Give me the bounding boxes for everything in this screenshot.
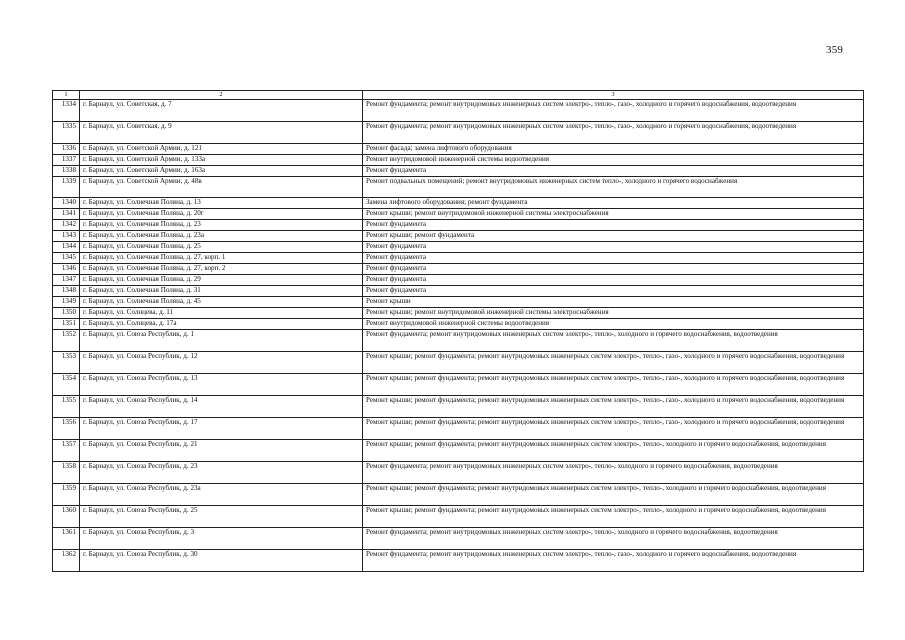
row-address: г. Барнаул, ул. Солнечная Поляна, д. 27, корп. 1 <box>80 253 363 264</box>
table-row <box>53 528 864 550</box>
row-number: 1352 <box>53 330 80 352</box>
row-works: Ремонт крыши; ремонт внутридомовой инженерной системы электроснабжения <box>363 308 864 319</box>
table-body <box>53 100 864 572</box>
row-number: 1358 <box>53 462 80 484</box>
table-row <box>53 166 864 177</box>
row-works: Ремонт крыши; ремонт фундамента; ремонт внутридомовых инженерных систем электро-, тепло-, газо-, холодного и горячего водоснабжения, водоотведения <box>363 374 864 396</box>
row-address: г. Барнаул, ул. Солнечная Поляна, д. 20г <box>80 209 363 220</box>
row-works: Ремонт внутридомовой инженерной системы водоотведения <box>363 155 864 166</box>
row-works: Ремонт фундамента; ремонт внутридомовых инженерных систем электро-, тепло-, холодного и горячего водоснабжения, водоотведения <box>363 462 864 484</box>
row-works: Ремонт фундамента <box>363 264 864 275</box>
row-number: 1360 <box>53 506 80 528</box>
row-works: Ремонт фундамента; ремонт внутридомовых инженерных систем электро-, тепло-, газо-, холодного и горячего водоснабжения, водоотведения <box>363 550 864 572</box>
row-works: Ремонт крыши; ремонт фундамента; ремонт внутридомовых инженерных систем электро-, тепло-, холодного и горячего водоснабжения, водоотведения <box>363 506 864 528</box>
table-row <box>53 220 864 231</box>
row-number: 1348 <box>53 286 80 297</box>
row-works: Ремонт фундамента <box>363 242 864 253</box>
table-row <box>53 396 864 418</box>
row-number: 1359 <box>53 484 80 506</box>
row-number: 1337 <box>53 155 80 166</box>
row-address: г. Барнаул, ул. Союза Республик, д. 1 <box>80 330 363 352</box>
row-works: Ремонт крыши; ремонт фундамента; ремонт внутридомовых инженерных систем электро-, тепло-, холодного и горячего водоснабжения, водоотведения <box>363 440 864 462</box>
row-address: г. Барнаул, ул. Солнечная Поляна, д. 13 <box>80 198 363 209</box>
page-number: 359 <box>826 44 844 56</box>
column-header-works: 3 <box>363 91 864 100</box>
row-number: 1354 <box>53 374 80 396</box>
table-row <box>53 177 864 198</box>
table-row <box>53 440 864 462</box>
row-number: 1339 <box>53 177 80 198</box>
row-works: Замена лифтового оборудования; ремонт фундамента <box>363 198 864 209</box>
table-row <box>53 198 864 209</box>
row-number: 1349 <box>53 297 80 308</box>
row-works: Ремонт фундамента; ремонт внутридомовых инженерных систем электро-, тепло-, холодного и горячего водоснабжения, водоотведения <box>363 528 864 550</box>
row-works: Ремонт крыши; ремонт внутридомовой инженерной системы электроснабжения <box>363 209 864 220</box>
table-row <box>53 286 864 297</box>
row-works: Ремонт крыши; ремонт фундамента; ремонт внутридомовых инженерных систем электро-, тепло-, газо-, холодного и горячего водоснабжения, водоотведения <box>363 396 864 418</box>
row-works: Ремонт фундамента <box>363 253 864 264</box>
row-address: г. Барнаул, ул. Советская, д. 7 <box>80 100 363 122</box>
row-works: Ремонт крыши; ремонт фундамента; ремонт внутридомовых инженерных систем электро-, тепло-, холодного и горячего водоснабжения, водоотведения <box>363 484 864 506</box>
table-row <box>53 122 864 144</box>
row-address: г. Барнаул, ул. Солнцева, д. 17а <box>80 319 363 330</box>
row-number: 1351 <box>53 319 80 330</box>
row-address: г. Барнаул, ул. Союза Республик, д. 14 <box>80 396 363 418</box>
row-works: Ремонт внутридомовой инженерной системы водоотведения <box>363 319 864 330</box>
row-number: 1345 <box>53 253 80 264</box>
works-table <box>52 90 864 572</box>
row-number: 1343 <box>53 231 80 242</box>
table-header <box>53 91 864 100</box>
table-row <box>53 506 864 528</box>
row-number: 1350 <box>53 308 80 319</box>
table-row <box>53 242 864 253</box>
row-address: г. Барнаул, ул. Солнцева, д. 11 <box>80 308 363 319</box>
row-address: г. Барнаул, ул. Солнечная Поляна, д. 23а <box>80 231 363 242</box>
row-works: Ремонт фундамента; ремонт внутридомовых инженерных систем электро-, тепло-, газо-, холодного и горячего водоснабжения, водоотведения <box>363 122 864 144</box>
table-row <box>53 144 864 155</box>
row-number: 1341 <box>53 209 80 220</box>
row-address: г. Барнаул, ул. Союза Республик, д. 12 <box>80 352 363 374</box>
column-header-number: 1 <box>53 91 80 100</box>
row-works: Ремонт подвальных помещений; ремонт внутридомовых инженерных систем тепло-, холодного и горячего водоснабжения <box>363 177 864 198</box>
table-row <box>53 297 864 308</box>
row-address: г. Барнаул, ул. Союза Республик, д. 25 <box>80 506 363 528</box>
row-number: 1338 <box>53 166 80 177</box>
row-number: 1361 <box>53 528 80 550</box>
row-address: г. Барнаул, ул. Советская, д. 9 <box>80 122 363 144</box>
row-works: Ремонт фундамента <box>363 220 864 231</box>
row-number: 1336 <box>53 144 80 155</box>
row-works: Ремонт фундамента <box>363 286 864 297</box>
row-number: 1340 <box>53 198 80 209</box>
row-works: Ремонт крыши; ремонт фундамента <box>363 231 864 242</box>
row-address: г. Барнаул, ул. Советской Армии, д. 163а <box>80 166 363 177</box>
row-address: г. Барнаул, ул. Союза Республик, д. 13 <box>80 374 363 396</box>
table-row <box>53 319 864 330</box>
row-number: 1334 <box>53 100 80 122</box>
row-number: 1357 <box>53 440 80 462</box>
table-row <box>53 550 864 572</box>
row-number: 1344 <box>53 242 80 253</box>
row-number: 1335 <box>53 122 80 144</box>
column-header-address: 2 <box>80 91 363 100</box>
row-address: г. Барнаул, ул. Солнечная Поляна, д. 31 <box>80 286 363 297</box>
row-address: г. Барнаул, ул. Союза Республик, д. 30 <box>80 550 363 572</box>
row-number: 1353 <box>53 352 80 374</box>
table-row <box>53 352 864 374</box>
row-address: г. Барнаул, ул. Союза Республик, д. 21 <box>80 440 363 462</box>
row-address: г. Барнаул, ул. Союза Республик, д. 3 <box>80 528 363 550</box>
row-number: 1356 <box>53 418 80 440</box>
table-row <box>53 484 864 506</box>
row-address: г. Барнаул, ул. Солнечная Поляна, д. 25 <box>80 242 363 253</box>
row-works: Ремонт крыши; ремонт фундамента; ремонт внутридомовых инженерных систем электро-, тепло-, газо-, холодного и горячего водоснабжения, водоотведения <box>363 352 864 374</box>
table-row <box>53 374 864 396</box>
row-address: г. Барнаул, ул. Советской Армии, д. 133а <box>80 155 363 166</box>
row-number: 1362 <box>53 550 80 572</box>
table-row <box>53 253 864 264</box>
table-row <box>53 462 864 484</box>
row-works: Ремонт фундамента; ремонт внутридомовых инженерных систем электро-, тепло-, холодного и горячего водоснабжения, водоотведения <box>363 330 864 352</box>
row-works: Ремонт крыши <box>363 297 864 308</box>
row-works: Ремонт фундамента <box>363 166 864 177</box>
table-row <box>53 209 864 220</box>
row-works: Ремонт крыши; ремонт фундамента; ремонт внутридомовых инженерных систем электро-, тепло-, газо-, холодного и горячего водоснабжения, водоотведения <box>363 418 864 440</box>
row-number: 1342 <box>53 220 80 231</box>
row-works: Ремонт фасада; замена лифтового оборудования <box>363 144 864 155</box>
table-row <box>53 100 864 122</box>
row-works: Ремонт фундамента <box>363 275 864 286</box>
row-number: 1347 <box>53 275 80 286</box>
row-address: г. Барнаул, ул. Союза Республик, д. 23 <box>80 462 363 484</box>
row-address: г. Барнаул, ул. Союза Республик, д. 17 <box>80 418 363 440</box>
row-address: г. Барнаул, ул. Солнечная Поляна, д. 23 <box>80 220 363 231</box>
row-number: 1346 <box>53 264 80 275</box>
table-row <box>53 330 864 352</box>
row-address: г. Барнаул, ул. Союза Республик, д. 23а <box>80 484 363 506</box>
table-row <box>53 155 864 166</box>
table-row <box>53 231 864 242</box>
row-address: г. Барнаул, ул. Советской Армии, д. 48в <box>80 177 363 198</box>
row-address: г. Барнаул, ул. Советской Армии, д. 121 <box>80 144 363 155</box>
row-address: г. Барнаул, ул. Солнечная Поляна, д. 45 <box>80 297 363 308</box>
table-row <box>53 264 864 275</box>
row-address: г. Барнаул, ул. Солнечная Поляна, д. 27, корп. 2 <box>80 264 363 275</box>
row-number: 1355 <box>53 396 80 418</box>
row-address: г. Барнаул, ул. Солнечная Поляна, д. 29 <box>80 275 363 286</box>
table-row <box>53 308 864 319</box>
table-row <box>53 275 864 286</box>
table-row <box>53 418 864 440</box>
header-row <box>53 91 864 100</box>
row-works: Ремонт фундамента; ремонт внутридомовых инженерных систем электро-, тепло-, газо-, холодного и горячего водоснабжения, водоотведения <box>363 100 864 122</box>
